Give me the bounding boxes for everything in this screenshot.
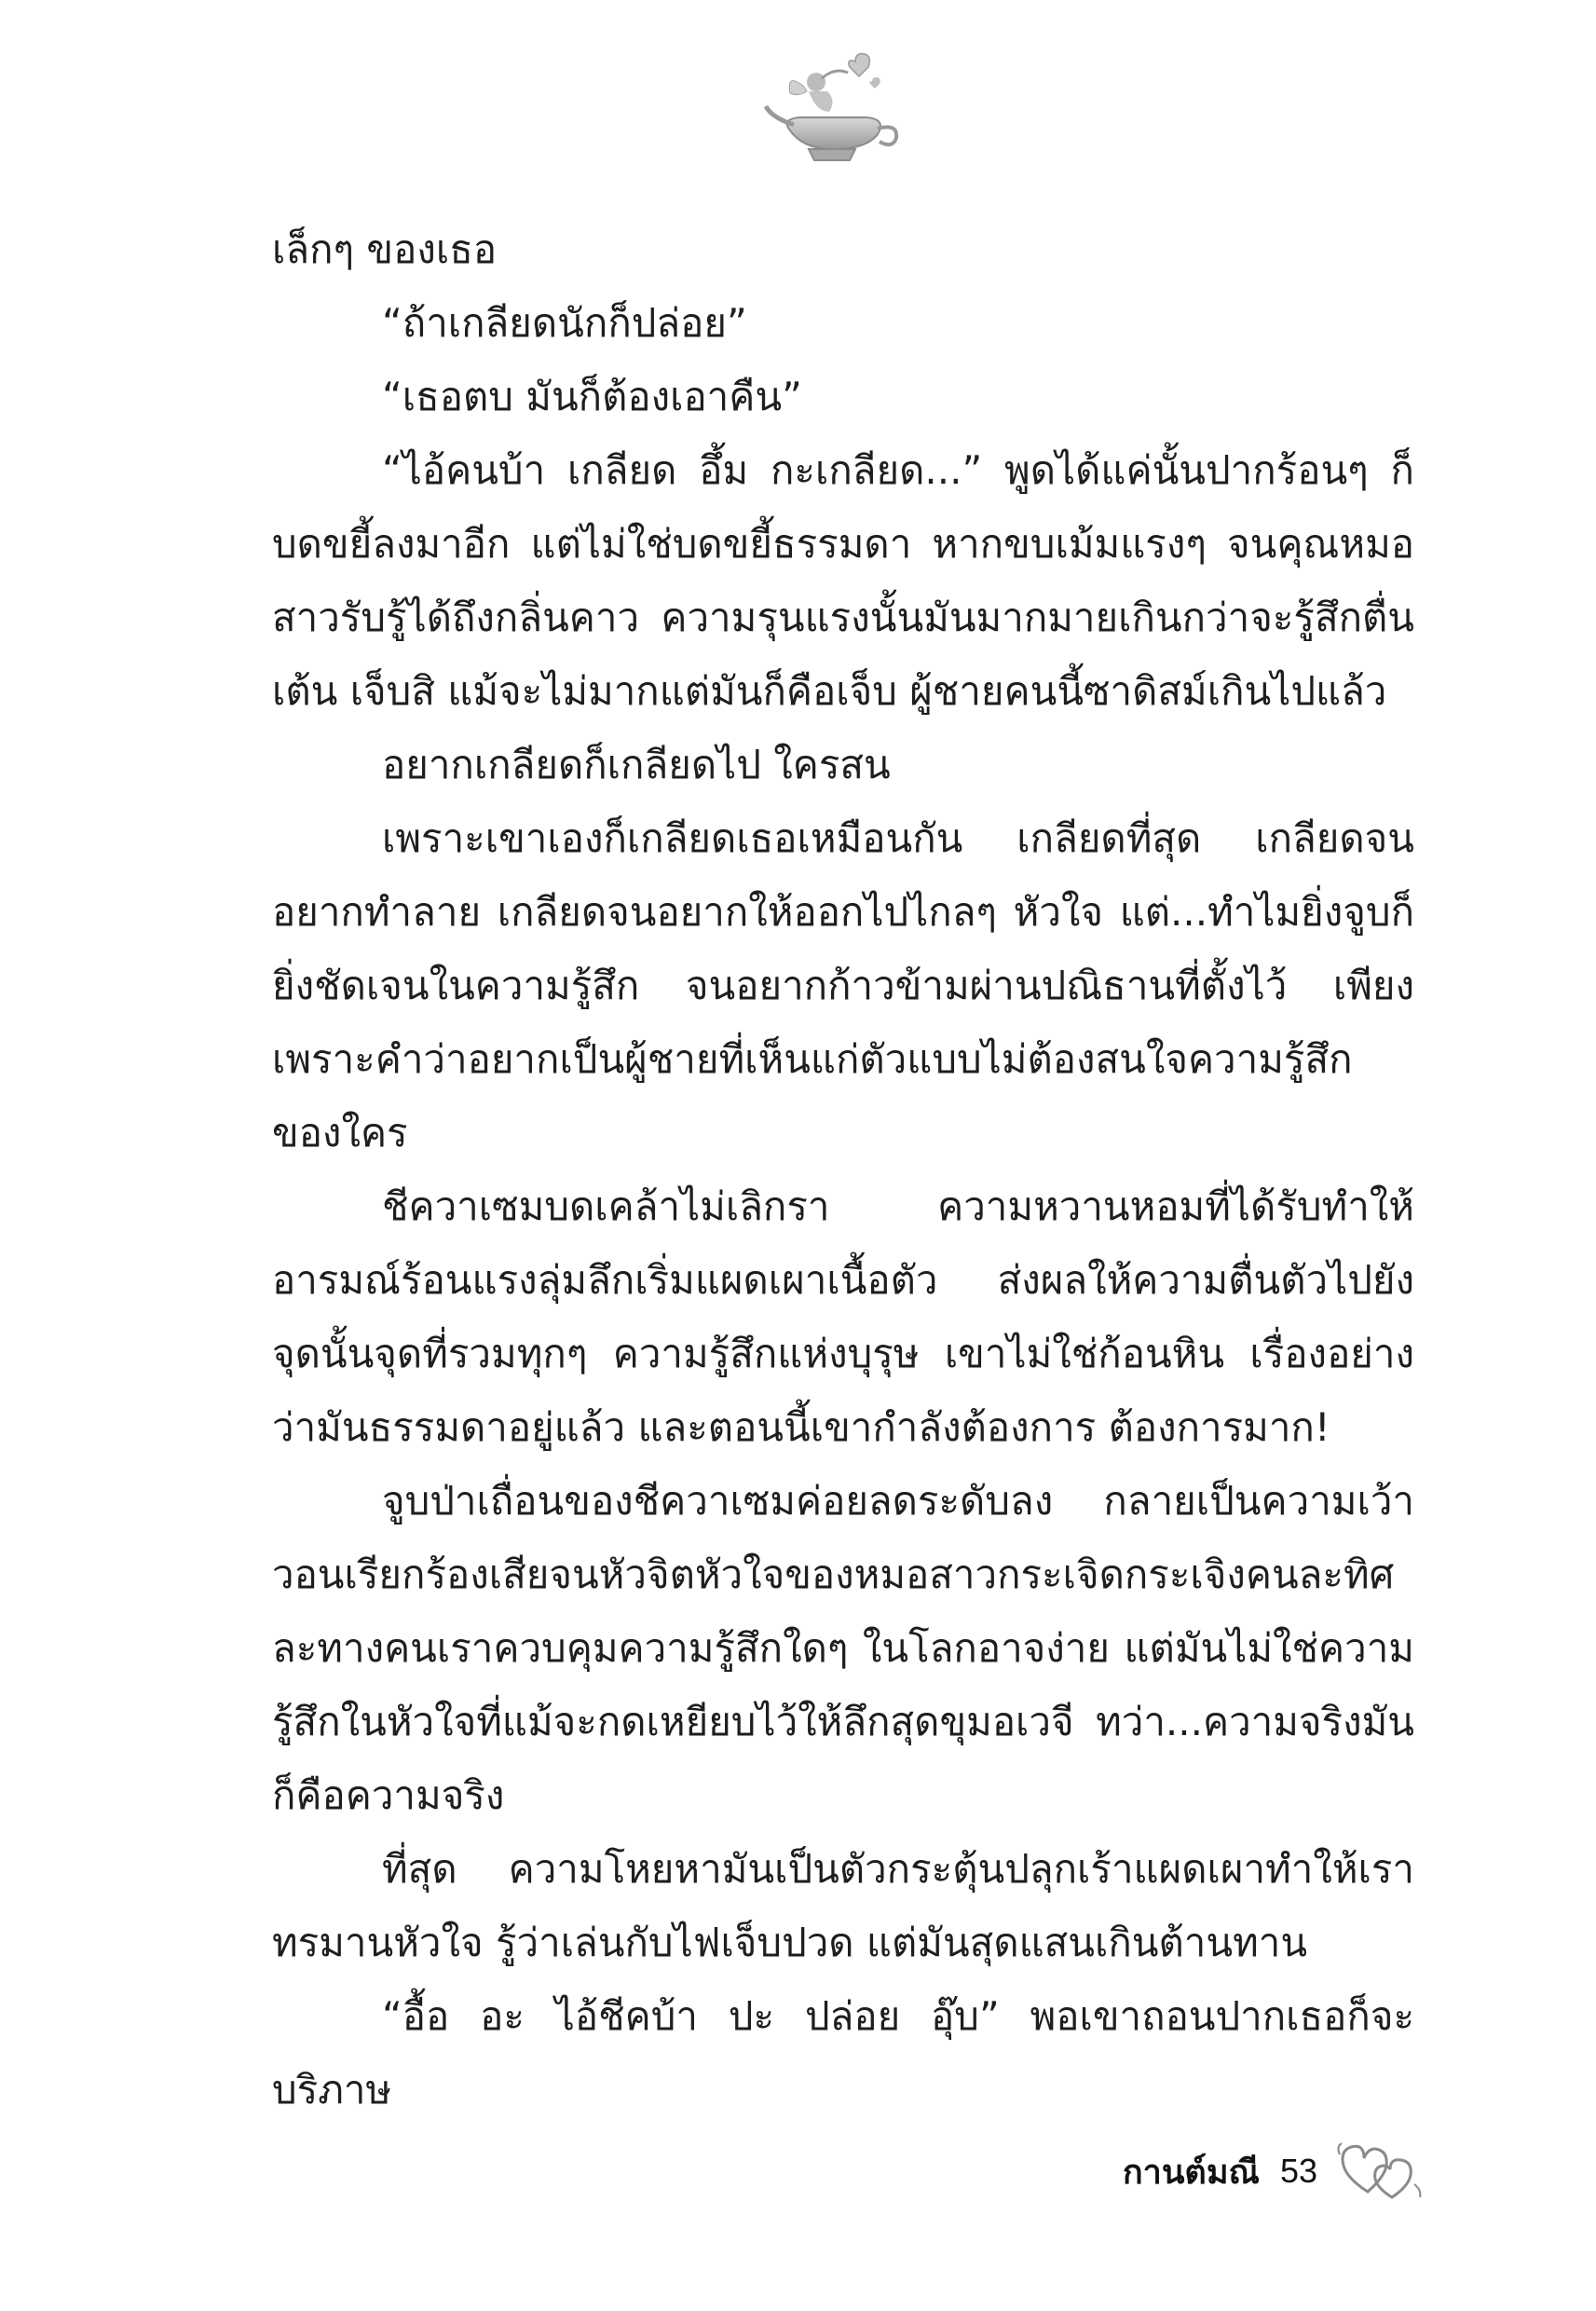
paragraph-9: ที่สุด ความโหยหามันเป็นตัวกระตุ้นปลุกเร้าแผดเผาทำให้เราทรมานหัวใจ รู้ว่าเล่นกับไฟเจ็บปวด แต่มันสุดแสนเกินต้านทาน — [272, 1846, 1414, 1965]
paragraph-7: ชีควาเซมบดเคล้าไม่เลิกรา ความหวานหอมที่ได้รับทำให้อารมณ์ร้อนแรงลุ่มลึกเริ่มแผดเผาเนื้อตัว ส่งผลให้ความตื่นตัวไปยังจุดนั้นจุดที่รวมทุกๆ ความรู้สึกแห่งบุรุษ เขาไม่ใช่ก้อนหิน เรื่องอย่างว่ามันธรรมดาอยู่แล้ว และตอนนี้เขากำลังต้องการ ต้องการมาก! — [272, 1183, 1414, 1450]
book-title: กานต์มณี — [1122, 2153, 1260, 2192]
paragraph-8: จูบป่าเถื่อนของชีควาเซมค่อยลดระดับลง กลายเป็นความเว้าวอนเรียกร้องเสียจนหัวจิตหัวใจของหมอสาวกระเจิดกระเจิงคนละทิศละทางคนเราควบคุมความรู้สึกใดๆ ในโลกอาจง่าย แต่มันไม่ใช่ความรู้สึกในหัวใจที่แม้จะกดเหยียบไว้ให้ลึกสุดขุมอเวจี ทว่า...ความจริงมันก็คือความจริง — [272, 1478, 1414, 1818]
page-footer — [1034, 2134, 1425, 2208]
paragraph-5: อยากเกลียดก็เกลียดไป ใครสน — [382, 742, 891, 787]
paragraph-10: “อื้อ อะ ไอ้ชีคบ้า ปะ ปล่อย อุ๊บ” พอเขาถอนปากเธอก็จะบริภาษ — [272, 1993, 1414, 2113]
paragraph-4: “ไอ้คนบ้า เกลียด อึ้ม กะเกลียด...” พูดได้แค่นั้นปากร้อนๆ ก็บดขยี้ลงมาอีก แต่ไม่ใช่บดขยี้ธรรมดา หากขบเม้มแรงๆ จนคุณหมอสาวรับรู้ได้ถึงกลิ่นคาว ความรุนแรงนั้นมันมากมายเกินกว่าจะรู้สึกตื่นเต้น เจ็บสิ แม้จะไม่มากแต่มันก็คือเจ็บ ผู้ชายคนนี้ซาดิสม์เกินไปแล้ว — [272, 447, 1414, 714]
cupid-teapot-emblem-icon — [762, 45, 902, 175]
paragraph-1: เล็กๆ ของเธอ — [272, 226, 498, 272]
paragraph-2: “ถ้าเกลียดนักก็ปล่อย” — [382, 300, 747, 346]
paragraph-3: “เธอตบ มันก็ต้องเอาคืน” — [382, 374, 802, 419]
chapter-text — [272, 212, 1414, 2126]
paragraph-6: เพราะเขาเองก็เกลียดเธอเหมือนกัน เกลียดที่สุด เกลียดจนอยากทำลาย เกลียดจนอยากให้ออกไปไกลๆ หัวใจ แต่...ทำไมยิ่งจูบก็ยิ่งชัดเจนในความรู้สึก จนอยากก้าวข้ามผ่านปณิธานที่ตั้งไว้ เพียงเพราะคำว่าอยากเป็นผู้ชายที่เห็นแก่ตัวแบบไม่ต้องสนใจความรู้สึกของใคร — [272, 815, 1414, 1156]
double-heart-icon — [1336, 2138, 1425, 2205]
page-number: 53 — [1279, 2152, 1317, 2190]
